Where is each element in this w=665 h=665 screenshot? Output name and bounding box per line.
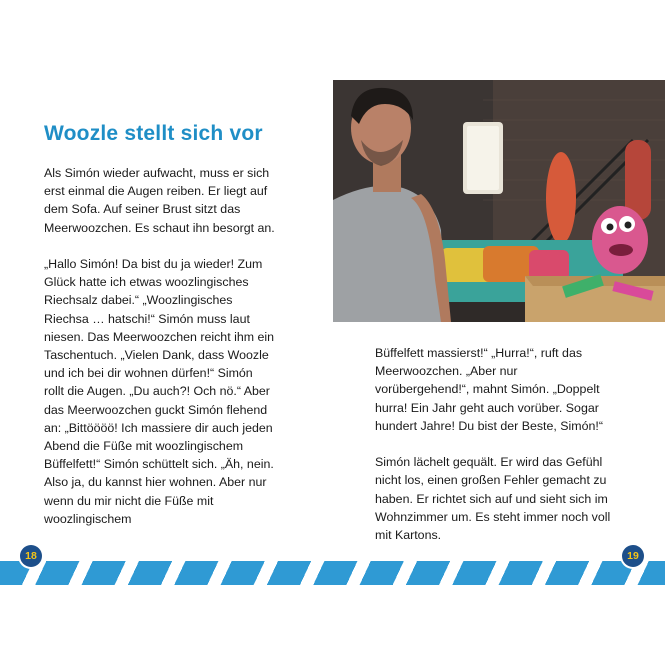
paragraph: Als Simón wieder aufwacht, muss er sich erst einmal die Augen reiben. Er liegt auf dem Sofa. Auf seiner Brust sitzt das Meerwoozchen. Es schaut ihn besorgt an.: [44, 166, 275, 235]
paragraph: Büffelfett massierst!“ „Hurra!“, ruft das Meerwoozchen. „Aber nur vorübergehend!“, mahnt Simón. „Doppelt hurra! Ein Jahr geht auch vorüber. Sogar hundert Jahre! Du bist der Beste, Simón!“: [375, 346, 603, 433]
page-number-right: 19: [622, 545, 644, 567]
scene-photo: [333, 80, 665, 322]
page-number-left: 18: [20, 545, 42, 567]
paragraph: Simón lächelt gequält. Er wird das Gefühl nicht los, einen großen Fehler gemacht zu haben. Er richtet sich auf und sieht sich im Wohnzimmer um. Es steht immer noch voll mit Kartons.: [375, 455, 611, 543]
chapter-title: Woozle stellt sich vor: [44, 122, 263, 145]
right-page-text: [375, 344, 615, 562]
decorative-stripe-band: [0, 561, 665, 585]
left-page-text: [44, 164, 276, 546]
paragraph: „Hallo Simón! Da bist du ja wieder! Zum Glück hatte ich etwas woozlingisches Riechsalz dabei.“ „Woozlingisches Riechsa … hatschi!“ Simón muss laut niesen. Das Meerwoozchen reicht ihm ein Taschentuch. „Vielen Dank, dass Woozle und ich bei dir wohnen dürfen!“ Simón rollt die Augen. „Du auch?! Och nö.“ Aber das Meerwoozchen guckt Simón flehend an: „Bittöööö! Ich massiere dir auch jeden Abend die Füße mit woozlingischem Büffelfett!“ Simón schüttelt sich. „Äh, nein. Also ja, du kannst hier wohnen. Aber nur wenn du mir nicht die Füße mit woozlingischem: [44, 257, 275, 526]
